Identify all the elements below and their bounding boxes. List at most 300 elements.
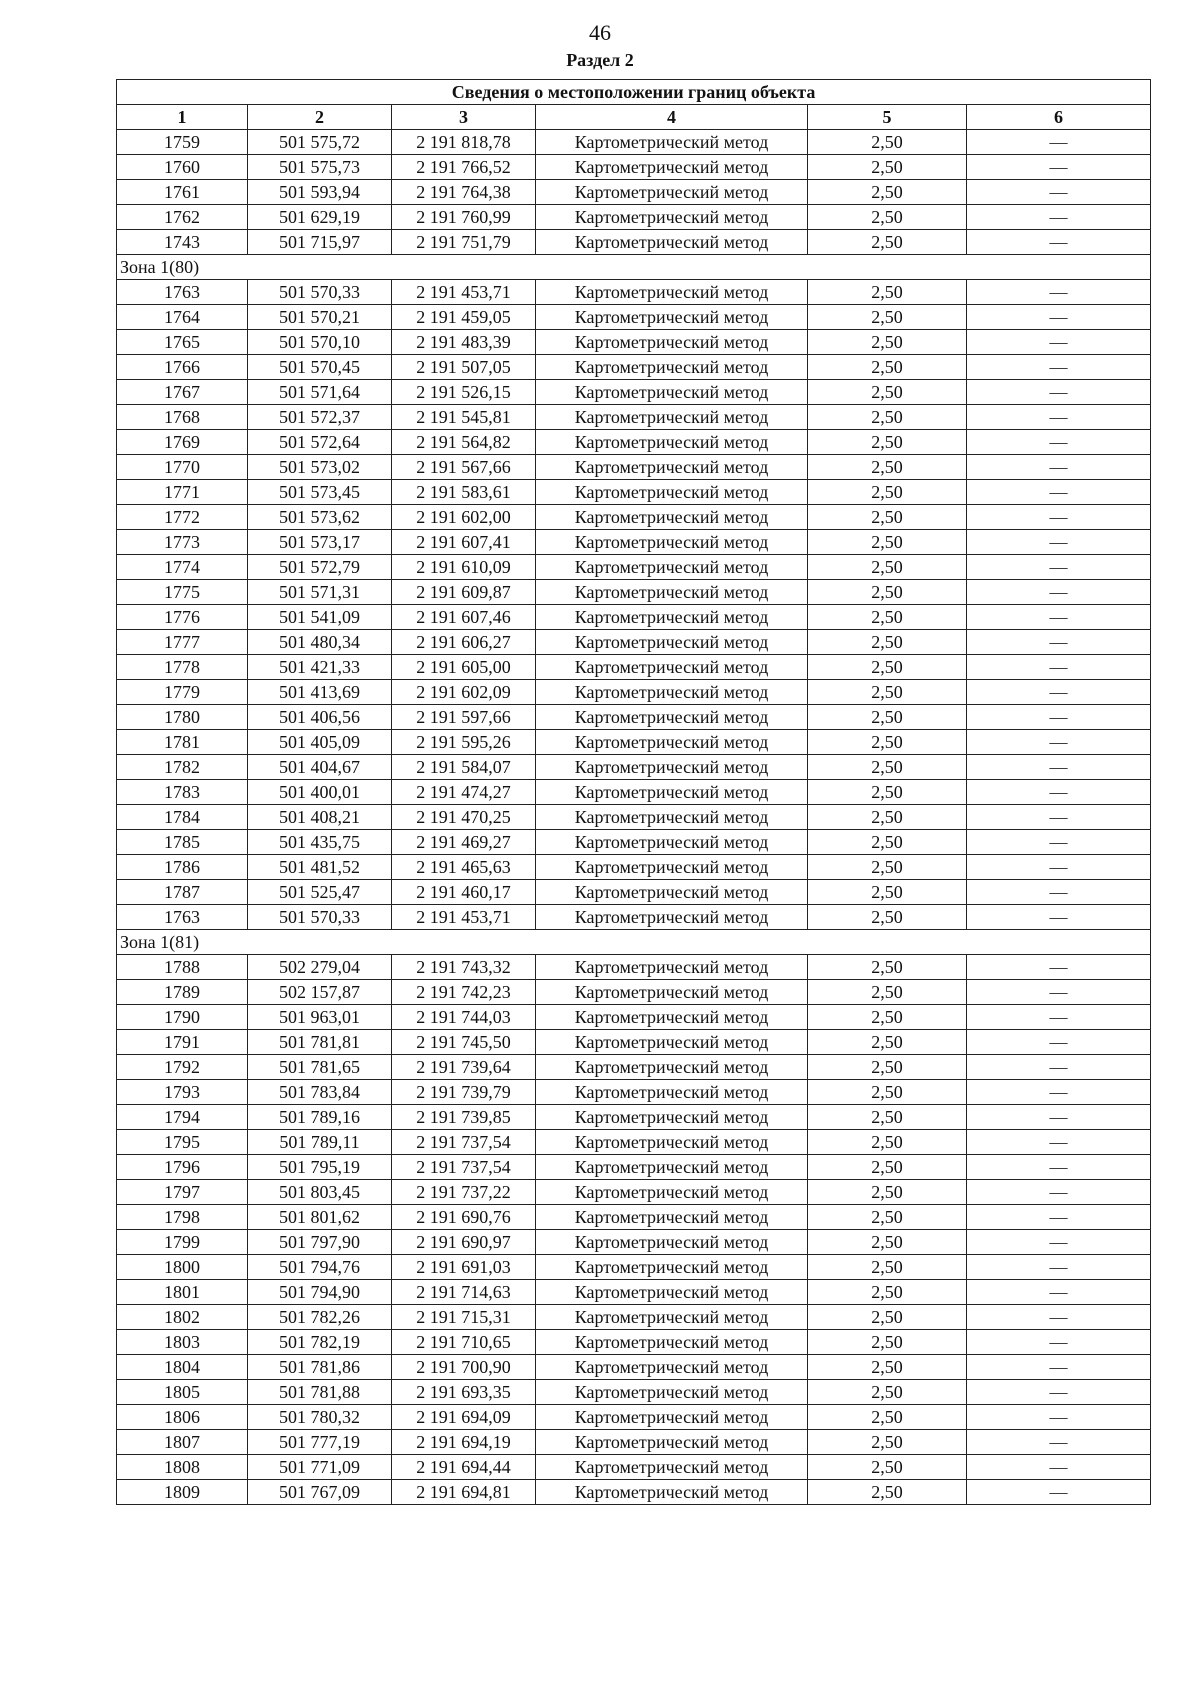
note-cell: — — [967, 1330, 1151, 1355]
note-cell: — — [967, 180, 1151, 205]
y-coordinate-cell: 2 191 483,39 — [392, 330, 536, 355]
method-cell: Картометрический метод — [536, 530, 808, 555]
zone-label: Зона 1(80) — [117, 255, 1151, 280]
x-coordinate-cell: 501 570,21 — [248, 305, 392, 330]
y-coordinate-cell: 2 191 710,65 — [392, 1330, 536, 1355]
note-cell: — — [967, 1230, 1151, 1255]
note-cell: — — [967, 1380, 1151, 1405]
x-coordinate-cell: 501 525,47 — [248, 880, 392, 905]
column-header-2: 2 — [248, 105, 392, 130]
method-cell: Картометрический метод — [536, 880, 808, 905]
point-number-cell: 1791 — [117, 1030, 248, 1055]
column-header-6: 6 — [967, 105, 1151, 130]
table-row — [117, 280, 1151, 305]
y-coordinate-cell: 2 191 693,35 — [392, 1380, 536, 1405]
accuracy-cell: 2,50 — [808, 1430, 967, 1455]
note-cell: — — [967, 380, 1151, 405]
note-cell: — — [967, 505, 1151, 530]
table-row — [117, 380, 1151, 405]
point-number-cell: 1800 — [117, 1255, 248, 1280]
point-number-cell: 1772 — [117, 505, 248, 530]
y-coordinate-cell: 2 191 609,87 — [392, 580, 536, 605]
y-coordinate-cell: 2 191 739,79 — [392, 1080, 536, 1105]
accuracy-cell: 2,50 — [808, 905, 967, 930]
y-coordinate-cell: 2 191 564,82 — [392, 430, 536, 455]
note-cell: — — [967, 1430, 1151, 1455]
y-coordinate-cell: 2 191 690,97 — [392, 1230, 536, 1255]
y-coordinate-cell: 2 191 714,63 — [392, 1280, 536, 1305]
method-cell: Картометрический метод — [536, 805, 808, 830]
x-coordinate-cell: 501 789,16 — [248, 1105, 392, 1130]
point-number-cell: 1804 — [117, 1355, 248, 1380]
x-coordinate-cell: 501 480,34 — [248, 630, 392, 655]
zone-label: Зона 1(81) — [117, 930, 1151, 955]
method-cell: Картометрический метод — [536, 1230, 808, 1255]
note-cell: — — [967, 955, 1151, 980]
y-coordinate-cell: 2 191 595,26 — [392, 730, 536, 755]
point-number-cell: 1798 — [117, 1205, 248, 1230]
method-cell: Картометрический метод — [536, 780, 808, 805]
table-row — [117, 405, 1151, 430]
table-row — [117, 330, 1151, 355]
accuracy-cell: 2,50 — [808, 155, 967, 180]
method-cell: Картометрический метод — [536, 1255, 808, 1280]
table-row — [117, 205, 1151, 230]
note-cell: — — [967, 1405, 1151, 1430]
point-number-cell: 1789 — [117, 980, 248, 1005]
y-coordinate-cell: 2 191 745,50 — [392, 1030, 536, 1055]
y-coordinate-cell: 2 191 766,52 — [392, 155, 536, 180]
note-cell: — — [967, 905, 1151, 930]
y-coordinate-cell: 2 191 465,63 — [392, 855, 536, 880]
accuracy-cell: 2,50 — [808, 755, 967, 780]
method-cell: Картометрический метод — [536, 180, 808, 205]
accuracy-cell: 2,50 — [808, 780, 967, 805]
method-cell: Картометрический метод — [536, 830, 808, 855]
note-cell: — — [967, 1280, 1151, 1305]
method-cell: Картометрический метод — [536, 430, 808, 455]
table-row — [117, 905, 1151, 930]
method-cell: Картометрический метод — [536, 1130, 808, 1155]
point-number-cell: 1771 — [117, 480, 248, 505]
table-row — [117, 1305, 1151, 1330]
y-coordinate-cell: 2 191 526,15 — [392, 380, 536, 405]
x-coordinate-cell: 501 400,01 — [248, 780, 392, 805]
method-cell: Картометрический метод — [536, 1205, 808, 1230]
x-coordinate-cell: 501 794,76 — [248, 1255, 392, 1280]
note-cell: — — [967, 1055, 1151, 1080]
method-cell: Картометрический метод — [536, 1455, 808, 1480]
note-cell: — — [967, 1105, 1151, 1130]
x-coordinate-cell: 501 571,31 — [248, 580, 392, 605]
accuracy-cell: 2,50 — [808, 180, 967, 205]
x-coordinate-cell: 501 801,62 — [248, 1205, 392, 1230]
table-row — [117, 955, 1151, 980]
table-row — [117, 130, 1151, 155]
method-cell: Картометрический метод — [536, 855, 808, 880]
point-number-cell: 1786 — [117, 855, 248, 880]
x-coordinate-cell: 502 157,87 — [248, 980, 392, 1005]
method-cell: Картометрический метод — [536, 1180, 808, 1205]
y-coordinate-cell: 2 191 737,54 — [392, 1155, 536, 1180]
x-coordinate-cell: 501 408,21 — [248, 805, 392, 830]
point-number-cell: 1743 — [117, 230, 248, 255]
table-row — [117, 780, 1151, 805]
method-cell: Картометрический метод — [536, 1280, 808, 1305]
method-cell: Картометрический метод — [536, 1405, 808, 1430]
x-coordinate-cell: 501 541,09 — [248, 605, 392, 630]
accuracy-cell: 2,50 — [808, 880, 967, 905]
point-number-cell: 1802 — [117, 1305, 248, 1330]
point-number-cell: 1785 — [117, 830, 248, 855]
accuracy-cell: 2,50 — [808, 405, 967, 430]
note-cell: — — [967, 305, 1151, 330]
method-cell: Картометрический метод — [536, 680, 808, 705]
accuracy-cell: 2,50 — [808, 630, 967, 655]
x-coordinate-cell: 501 715,97 — [248, 230, 392, 255]
x-coordinate-cell: 501 572,64 — [248, 430, 392, 455]
note-cell: — — [967, 580, 1151, 605]
method-cell: Картометрический метод — [536, 1355, 808, 1380]
x-coordinate-cell: 501 963,01 — [248, 1005, 392, 1030]
note-cell: — — [967, 205, 1151, 230]
table-row — [117, 180, 1151, 205]
point-number-cell: 1796 — [117, 1155, 248, 1180]
point-number-cell: 1797 — [117, 1180, 248, 1205]
y-coordinate-cell: 2 191 459,05 — [392, 305, 536, 330]
x-coordinate-cell: 501 573,45 — [248, 480, 392, 505]
note-cell: — — [967, 1480, 1151, 1505]
table-row — [117, 480, 1151, 505]
accuracy-cell: 2,50 — [808, 705, 967, 730]
x-coordinate-cell: 501 797,90 — [248, 1230, 392, 1255]
note-cell: — — [967, 230, 1151, 255]
accuracy-cell: 2,50 — [808, 1230, 967, 1255]
accuracy-cell: 2,50 — [808, 980, 967, 1005]
method-cell: Картометрический метод — [536, 1430, 808, 1455]
method-cell: Картометрический метод — [536, 555, 808, 580]
accuracy-cell: 2,50 — [808, 1180, 967, 1205]
method-cell: Картометрический метод — [536, 1080, 808, 1105]
table-row — [117, 430, 1151, 455]
x-coordinate-cell: 501 421,33 — [248, 655, 392, 680]
column-header-4: 4 — [536, 105, 808, 130]
x-coordinate-cell: 501 777,19 — [248, 1430, 392, 1455]
note-cell: — — [967, 455, 1151, 480]
point-number-cell: 1759 — [117, 130, 248, 155]
note-cell: — — [967, 280, 1151, 305]
x-coordinate-cell: 501 575,73 — [248, 155, 392, 180]
method-cell: Картометрический метод — [536, 630, 808, 655]
method-cell: Картометрический метод — [536, 355, 808, 380]
point-number-cell: 1792 — [117, 1055, 248, 1080]
method-cell: Картометрический метод — [536, 730, 808, 755]
y-coordinate-cell: 2 191 453,71 — [392, 905, 536, 930]
note-cell: — — [967, 405, 1151, 430]
method-cell: Картометрический метод — [536, 1380, 808, 1405]
method-cell: Картометрический метод — [536, 330, 808, 355]
accuracy-cell: 2,50 — [808, 730, 967, 755]
point-number-cell: 1805 — [117, 1380, 248, 1405]
note-cell: — — [967, 755, 1151, 780]
x-coordinate-cell: 501 780,32 — [248, 1405, 392, 1430]
table-row — [117, 1105, 1151, 1130]
point-number-cell: 1774 — [117, 555, 248, 580]
table-row — [117, 155, 1151, 180]
y-coordinate-cell: 2 191 700,90 — [392, 1355, 536, 1380]
point-number-cell: 1803 — [117, 1330, 248, 1355]
note-cell: — — [967, 130, 1151, 155]
method-cell: Картометрический метод — [536, 480, 808, 505]
point-number-cell: 1765 — [117, 330, 248, 355]
accuracy-cell: 2,50 — [808, 1330, 967, 1355]
method-cell: Картометрический метод — [536, 1055, 808, 1080]
method-cell: Картометрический метод — [536, 1030, 808, 1055]
table-body — [117, 130, 1151, 1505]
accuracy-cell: 2,50 — [808, 205, 967, 230]
table-row — [117, 1255, 1151, 1280]
method-cell: Картометрический метод — [536, 130, 808, 155]
table-row — [117, 705, 1151, 730]
point-number-cell: 1766 — [117, 355, 248, 380]
note-cell: — — [967, 780, 1151, 805]
x-coordinate-cell: 501 572,79 — [248, 555, 392, 580]
column-number-row — [117, 105, 1151, 130]
table-row — [117, 505, 1151, 530]
method-cell: Картометрический метод — [536, 1330, 808, 1355]
note-cell: — — [967, 605, 1151, 630]
y-coordinate-cell: 2 191 760,99 — [392, 205, 536, 230]
table-row — [117, 1330, 1151, 1355]
point-number-cell: 1762 — [117, 205, 248, 230]
method-cell: Картометрический метод — [536, 1005, 808, 1030]
table-row — [117, 755, 1151, 780]
x-coordinate-cell: 501 570,33 — [248, 905, 392, 930]
x-coordinate-cell: 501 435,75 — [248, 830, 392, 855]
table-row — [117, 1280, 1151, 1305]
point-number-cell: 1783 — [117, 780, 248, 805]
y-coordinate-cell: 2 191 744,03 — [392, 1005, 536, 1030]
note-cell: — — [967, 1355, 1151, 1380]
accuracy-cell: 2,50 — [808, 1405, 967, 1430]
accuracy-cell: 2,50 — [808, 1280, 967, 1305]
y-coordinate-cell: 2 191 690,76 — [392, 1205, 536, 1230]
point-number-cell: 1779 — [117, 680, 248, 705]
note-cell: — — [967, 655, 1151, 680]
accuracy-cell: 2,50 — [808, 1455, 967, 1480]
x-coordinate-cell: 501 781,81 — [248, 1030, 392, 1055]
x-coordinate-cell: 501 413,69 — [248, 680, 392, 705]
note-cell: — — [967, 1305, 1151, 1330]
note-cell: — — [967, 980, 1151, 1005]
note-cell: — — [967, 355, 1151, 380]
accuracy-cell: 2,50 — [808, 555, 967, 580]
x-coordinate-cell: 501 573,17 — [248, 530, 392, 555]
y-coordinate-cell: 2 191 460,17 — [392, 880, 536, 905]
note-cell: — — [967, 1155, 1151, 1180]
method-cell: Картометрический метод — [536, 705, 808, 730]
y-coordinate-cell: 2 191 507,05 — [392, 355, 536, 380]
point-number-cell: 1788 — [117, 955, 248, 980]
x-coordinate-cell: 501 794,90 — [248, 1280, 392, 1305]
x-coordinate-cell: 501 629,19 — [248, 205, 392, 230]
point-number-cell: 1763 — [117, 905, 248, 930]
y-coordinate-cell: 2 191 583,61 — [392, 480, 536, 505]
table-row — [117, 605, 1151, 630]
x-coordinate-cell: 501 575,72 — [248, 130, 392, 155]
accuracy-cell: 2,50 — [808, 605, 967, 630]
x-coordinate-cell: 501 782,19 — [248, 1330, 392, 1355]
y-coordinate-cell: 2 191 453,71 — [392, 280, 536, 305]
method-cell: Картометрический метод — [536, 305, 808, 330]
method-cell: Картометрический метод — [536, 580, 808, 605]
point-number-cell: 1799 — [117, 1230, 248, 1255]
y-coordinate-cell: 2 191 610,09 — [392, 555, 536, 580]
method-cell: Картометрический метод — [536, 280, 808, 305]
y-coordinate-cell: 2 191 567,66 — [392, 455, 536, 480]
note-cell: — — [967, 1005, 1151, 1030]
point-number-cell: 1781 — [117, 730, 248, 755]
accuracy-cell: 2,50 — [808, 830, 967, 855]
method-cell: Картометрический метод — [536, 955, 808, 980]
page-number: 46 — [589, 20, 611, 45]
note-cell: — — [967, 1180, 1151, 1205]
method-cell: Картометрический метод — [536, 905, 808, 930]
column-header-3: 3 — [392, 105, 536, 130]
accuracy-cell: 2,50 — [808, 1305, 967, 1330]
y-coordinate-cell: 2 191 737,54 — [392, 1130, 536, 1155]
method-cell: Картометрический метод — [536, 1155, 808, 1180]
accuracy-cell: 2,50 — [808, 1155, 967, 1180]
x-coordinate-cell: 501 406,56 — [248, 705, 392, 730]
accuracy-cell: 2,50 — [808, 1030, 967, 1055]
note-cell: — — [967, 730, 1151, 755]
point-number-cell: 1768 — [117, 405, 248, 430]
y-coordinate-cell: 2 191 602,09 — [392, 680, 536, 705]
accuracy-cell: 2,50 — [808, 680, 967, 705]
x-coordinate-cell: 501 572,37 — [248, 405, 392, 430]
accuracy-cell: 2,50 — [808, 455, 967, 480]
accuracy-cell: 2,50 — [808, 1205, 967, 1230]
point-number-cell: 1764 — [117, 305, 248, 330]
table-row — [117, 1080, 1151, 1105]
accuracy-cell: 2,50 — [808, 1055, 967, 1080]
note-cell: — — [967, 805, 1151, 830]
y-coordinate-cell: 2 191 739,85 — [392, 1105, 536, 1130]
table-row — [117, 805, 1151, 830]
x-coordinate-cell: 501 781,88 — [248, 1380, 392, 1405]
table-row — [117, 1180, 1151, 1205]
point-number-cell: 1770 — [117, 455, 248, 480]
table-row — [117, 1380, 1151, 1405]
table-row — [117, 1455, 1151, 1480]
x-coordinate-cell: 502 279,04 — [248, 955, 392, 980]
y-coordinate-cell: 2 191 694,09 — [392, 1405, 536, 1430]
x-coordinate-cell: 501 570,10 — [248, 330, 392, 355]
note-cell: — — [967, 880, 1151, 905]
note-cell: — — [967, 855, 1151, 880]
y-coordinate-cell: 2 191 737,22 — [392, 1180, 536, 1205]
table-row — [117, 455, 1151, 480]
method-cell: Картометрический метод — [536, 155, 808, 180]
table-row — [117, 1005, 1151, 1030]
y-coordinate-cell: 2 191 606,27 — [392, 630, 536, 655]
point-number-cell: 1780 — [117, 705, 248, 730]
table-row — [117, 230, 1151, 255]
method-cell: Картометрический метод — [536, 405, 808, 430]
y-coordinate-cell: 2 191 607,46 — [392, 605, 536, 630]
y-coordinate-cell: 2 191 818,78 — [392, 130, 536, 155]
point-number-cell: 1778 — [117, 655, 248, 680]
y-coordinate-cell: 2 191 584,07 — [392, 755, 536, 780]
y-coordinate-cell: 2 191 694,81 — [392, 1480, 536, 1505]
y-coordinate-cell: 2 191 597,66 — [392, 705, 536, 730]
y-coordinate-cell: 2 191 469,27 — [392, 830, 536, 855]
method-cell: Картометрический метод — [536, 1480, 808, 1505]
accuracy-cell: 2,50 — [808, 955, 967, 980]
accuracy-cell: 2,50 — [808, 1005, 967, 1030]
section-title: Раздел 2 — [566, 50, 634, 70]
table-row — [117, 1230, 1151, 1255]
method-cell: Картометрический метод — [536, 980, 808, 1005]
accuracy-cell: 2,50 — [808, 1355, 967, 1380]
table-row — [117, 855, 1151, 880]
accuracy-cell: 2,50 — [808, 1380, 967, 1405]
note-cell: — — [967, 705, 1151, 730]
table-caption-row — [117, 80, 1151, 105]
y-coordinate-cell: 2 191 545,81 — [392, 405, 536, 430]
table-row — [117, 680, 1151, 705]
table-row — [117, 630, 1151, 655]
y-coordinate-cell: 2 191 764,38 — [392, 180, 536, 205]
x-coordinate-cell: 501 783,84 — [248, 1080, 392, 1105]
x-coordinate-cell: 501 481,52 — [248, 855, 392, 880]
point-number-cell: 1784 — [117, 805, 248, 830]
accuracy-cell: 2,50 — [808, 380, 967, 405]
table-caption: Сведения о местоположении границ объекта — [117, 80, 1151, 105]
x-coordinate-cell: 501 570,33 — [248, 280, 392, 305]
y-coordinate-cell: 2 191 743,32 — [392, 955, 536, 980]
note-cell: — — [967, 330, 1151, 355]
point-number-cell: 1782 — [117, 755, 248, 780]
column-header-1: 1 — [117, 105, 248, 130]
zone-header-row — [117, 930, 1151, 955]
method-cell: Картометрический метод — [536, 755, 808, 780]
accuracy-cell: 2,50 — [808, 655, 967, 680]
method-cell: Картометрический метод — [536, 1305, 808, 1330]
table-row — [117, 530, 1151, 555]
note-cell: — — [967, 630, 1151, 655]
y-coordinate-cell: 2 191 605,00 — [392, 655, 536, 680]
y-coordinate-cell: 2 191 742,23 — [392, 980, 536, 1005]
table-row — [117, 555, 1151, 580]
note-cell: — — [967, 1255, 1151, 1280]
y-coordinate-cell: 2 191 694,19 — [392, 1430, 536, 1455]
note-cell: — — [967, 680, 1151, 705]
accuracy-cell: 2,50 — [808, 1255, 967, 1280]
table-row — [117, 830, 1151, 855]
point-number-cell: 1806 — [117, 1405, 248, 1430]
method-cell: Картометрический метод — [536, 230, 808, 255]
method-cell: Картометрический метод — [536, 455, 808, 480]
method-cell: Картометрический метод — [536, 1105, 808, 1130]
y-coordinate-cell: 2 191 470,25 — [392, 805, 536, 830]
accuracy-cell: 2,50 — [808, 580, 967, 605]
method-cell: Картометрический метод — [536, 205, 808, 230]
note-cell: — — [967, 1080, 1151, 1105]
point-number-cell: 1793 — [117, 1080, 248, 1105]
zone-header-row — [117, 255, 1151, 280]
